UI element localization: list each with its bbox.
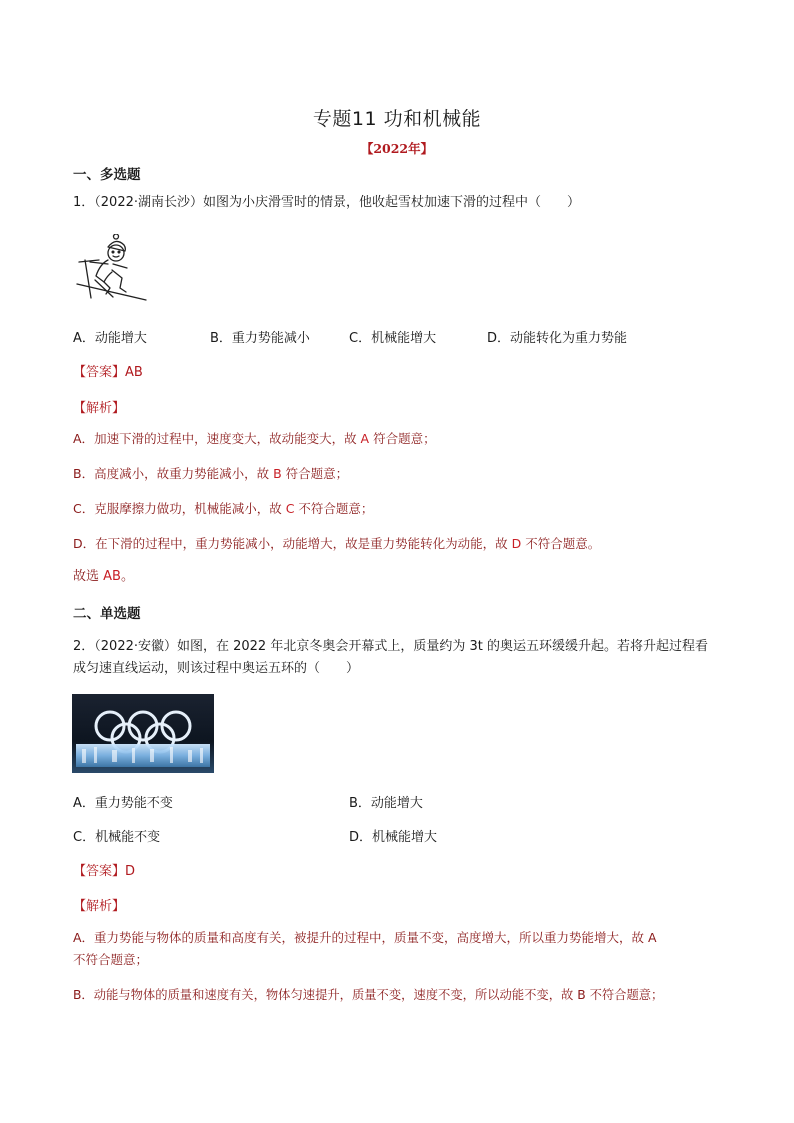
question-1-option-c: C．机械能增大	[349, 331, 437, 346]
answer-label: 【答案】	[73, 864, 126, 879]
answer-value: D	[125, 864, 136, 879]
answer-label: 【答案】	[73, 365, 126, 380]
question-1-analysis-b: B．高度减小，故重力势能减小，故 B 符合题意；	[73, 466, 349, 481]
question-2-analysis-label: 【解析】	[73, 899, 126, 914]
question-2-answer	[73, 860, 135, 879]
question-1-analysis-label: 【解析】	[73, 401, 126, 416]
section-heading-multiple-choice: 一、多选题	[73, 167, 141, 183]
olympic-rings-photo	[72, 694, 214, 773]
question-1-conclusion: 故选 AB。	[73, 569, 134, 584]
question-1-analysis-a: A．加速下滑的过程中，速度变大，故动能变大，故 A 符合题意；	[73, 431, 436, 446]
question-2-option-c: C．机械能不变	[73, 830, 161, 845]
question-1-option-a: A．动能增大	[73, 331, 147, 346]
question-1-analysis-d: D．在下滑的过程中，重力势能减小，动能增大，故是重力势能转化为动能，故 D 不符合题意。	[73, 536, 601, 551]
question-1-option-d: D．动能转化为重力势能	[487, 331, 628, 346]
question-1-analysis-c: C．克服摩擦力做功，机械能减小，故 C 不符合题意；	[73, 501, 374, 516]
question-1-answer	[73, 361, 143, 380]
year-tag: 【2022年】	[360, 141, 434, 156]
question-2-option-a: A．重力势能不变	[73, 796, 173, 811]
question-1-option-b: B．重力势能减小	[210, 331, 310, 346]
question-2-analysis-b: B．动能与物体的质量和速度有关，物体匀速提升，质量不变，速度不变，所以动能不变，故 B 不符合题意；	[73, 988, 664, 1002]
question-2-stem-line-2: 成匀速直线运动，则该过程中奥运五环的（ ）	[73, 661, 360, 676]
question-1-stem: 1．（2022·湖南长沙）如图为小庆滑雪时的情景，他收起雪杖加速下滑的过程中（ ）	[73, 195, 580, 210]
answer-value: AB	[125, 365, 143, 380]
question-2-option-b: B．动能增大	[349, 796, 423, 811]
section-heading-single-choice: 二、单选题	[73, 606, 141, 622]
question-2-option-d: D．机械能增大	[349, 830, 438, 845]
question-2-analysis-a-line-2: 不符合题意；	[73, 952, 149, 967]
question-2-stem-line-1: 2．（2022·安徽）如图，在 2022 年北京冬奥会开幕式上，质量约为 3t 的奥运五环缓缓升起。若将升起过程看	[73, 639, 708, 654]
question-2-analysis-a-line-1: A．重力势能与物体的质量和高度有关，被提升的过程中，质量不变，高度增大，所以重力势能增大，故 A	[73, 930, 657, 945]
skier-illustration	[75, 234, 149, 302]
page-title: 专题11 功和机械能	[312, 108, 482, 130]
